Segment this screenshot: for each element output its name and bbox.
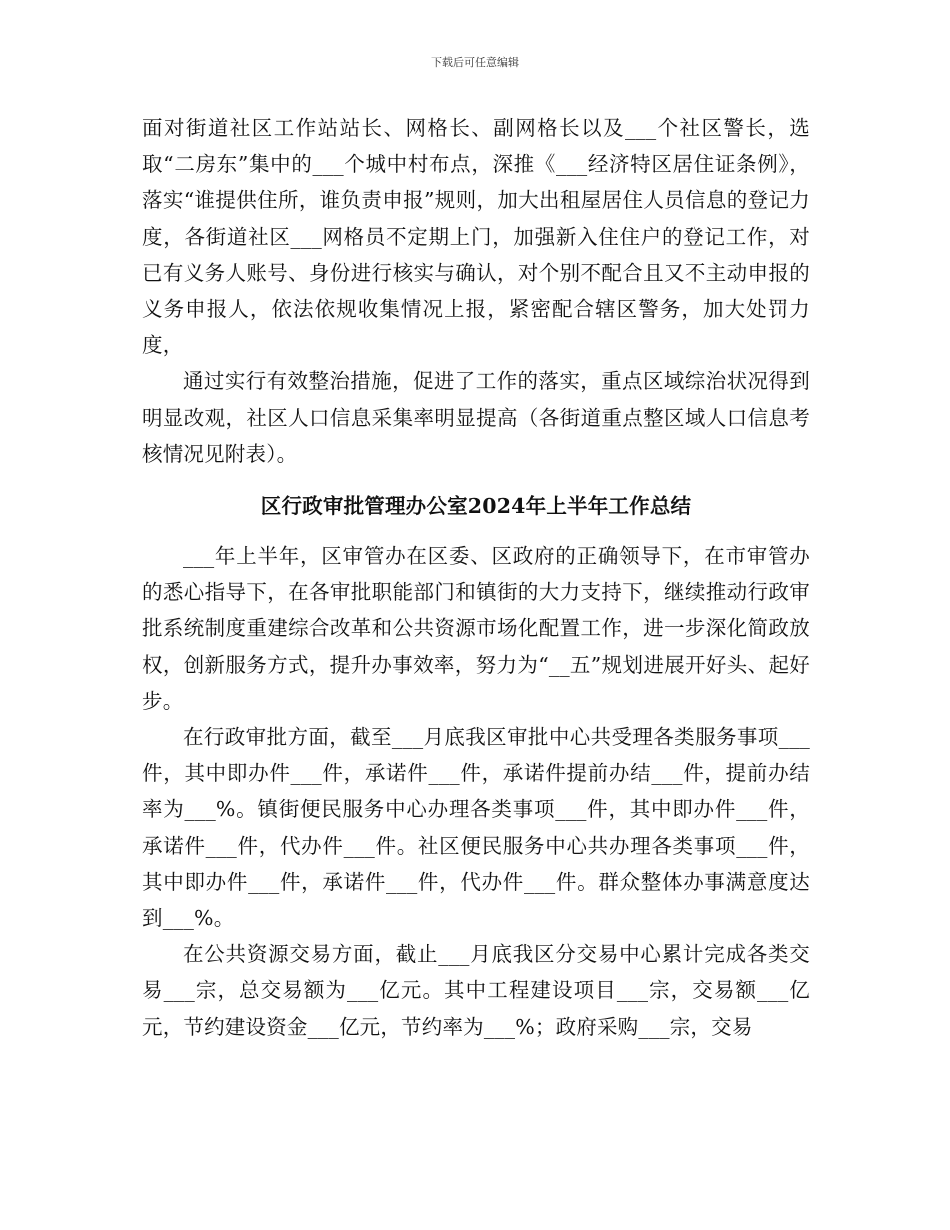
paragraph-results: 通过实行有效整治措施，促进了工作的落实，重点区域综治状况得到明显改观，社区人口信息采集率明显提高（各街道重点整区域人口信息考核情况见附表）。: [142, 369, 810, 466]
section-title: 区行政审批管理办公室2024年上半年工作总结: [260, 494, 692, 519]
paragraph-community-measures: 面对街道社区工作站站长、网格长、副网格长以及___个社区警长，选取“二房东”集中的___个城中村布点，深推《___经济特区居住证条例》，落实“谁提供住所，谁负责申报”规则，加大出租屋居住人员信息的登记力度，各街道社区___网格员不定期上门，加强新入住住户的登记工作，对已有义务人账号、身份进行核实与确认，对个别不配合且又不主动申报的义务申报人，依法依规收集情况上报，紧密配合辖区警务，加大处罚力度，: [142, 116, 810, 358]
paragraph-public-resources: 在公共资源交易方面，截止___月底我区分交易中心累计完成各类交易___宗，总交易额为___亿元。其中工程建设项目___宗，交易额___亿元，节约建设资金___亿元，节约率为___%；政府采购___宗，交易: [142, 942, 810, 1039]
paragraph-intro: ___年上半年，区审管办在区委、区政府的正确领导下，在市审管办的悉心指导下，在各审批职能部门和镇街的大力支持下，继续推动行政审批系统制度重建综合改革和公共资源市场化配置工作，进一步深化简政放权，创新服务方式，提升办事效率，努力为“__五”规划进展开好头、起好步。: [142, 544, 810, 713]
document-body: [142, 110, 810, 1045]
page-header: 下载后可任意编辑: [431, 56, 519, 69]
paragraph-approval: 在行政审批方面，截至___月底我区审批中心共受理各类服务事项___件，其中即办件___件，承诺件___件，承诺件提前办结___件，提前办结率为___%。镇街便民服务中心办理各类事项___件，其中即办件___件，承诺件___件，代办件___件。社区便民服务中心共办理各类事项___件，其中即办件___件，承诺件___件，代办件___件。群众整体办事满意度达到___%。: [142, 725, 810, 931]
